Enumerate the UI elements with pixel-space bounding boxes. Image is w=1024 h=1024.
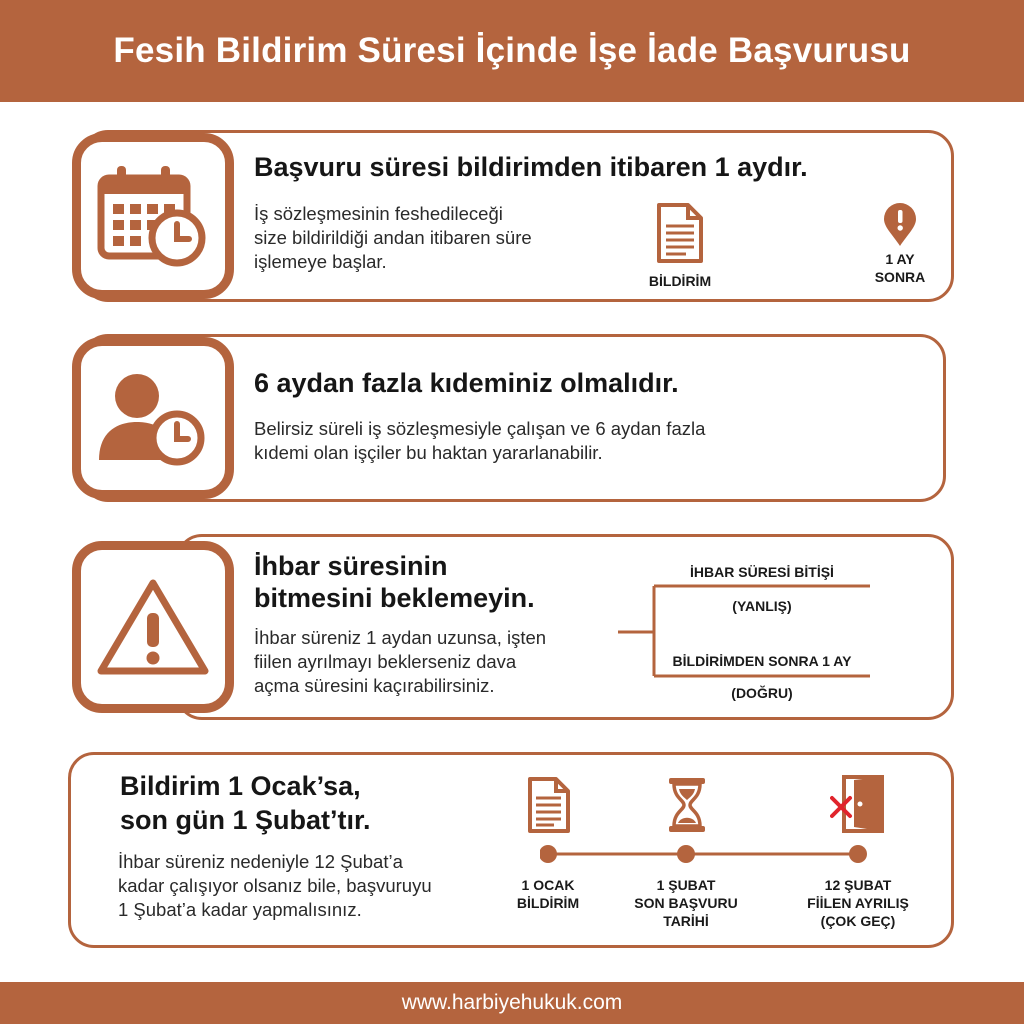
location-pin-alert-icon	[882, 202, 918, 248]
card2-icon-box	[72, 337, 234, 499]
timeline-label-3: 12 ŞUBAT FİİLEN AYRILIŞ (ÇOK GEÇ)	[807, 877, 909, 930]
document-icon	[527, 776, 571, 834]
card1-description: İş sözleşmesinin feshedileceği size bildirildiği andan itibaren süre işlemeye başlar.	[254, 203, 532, 273]
document-icon	[656, 202, 704, 264]
card3-icon-box	[72, 541, 234, 713]
card2-description: Belirsiz süreli iş sözleşmesiyle çalışan ve 6 aydan fazla kıdemi olan işçiler bu haktan yararlanabilir.	[254, 418, 706, 464]
card1-icon-box	[72, 133, 234, 299]
pin-label: 1 AY SONRA	[874, 251, 926, 286]
card2-title: 6 aydan fazla kıdeminiz olmalıdır.	[254, 368, 679, 398]
doc-label: BİLDİRİM	[648, 273, 712, 289]
timeline-label-2: 1 ŞUBAT SON BAŞVURU TARİHİ	[634, 877, 738, 930]
timeline-label-1: 1 OCAK BİLDİRİM	[516, 877, 580, 912]
website-link[interactable]: www.harbiyehukuk.com	[401, 991, 623, 1014]
calendar-clock-icon	[97, 164, 209, 268]
warning-icon	[95, 577, 211, 677]
hourglass-icon	[667, 776, 707, 834]
page-title: Fesih Bildirim Süresi İçinde İşe İade Başvurusu	[113, 31, 911, 70]
card3-title: İhbar süresinin bitmesini beklemeyin.	[254, 551, 535, 614]
header-banner	[0, 0, 1024, 102]
card1-title: Başvuru süresi bildirimden itibaren 1 aydır.	[254, 152, 808, 182]
branch-bottom-label: BİLDİRİMDEN SONRA 1 AY	[672, 653, 852, 669]
card4-description: İhbar süreniz nedeniyle 12 Şubat’a kadar çalışıyor olsanız bile, başvuruyu 1 Şubat’a kadar yapmalısınız.	[118, 851, 432, 921]
branch-bottom-tag: (DOĞRU)	[731, 685, 793, 701]
footer-bar	[0, 982, 1024, 1024]
card3-description: İhbar süreniz 1 aydan uzunsa, işten fiilen ayrılmayı beklerseniz dava açma süresini kaçırabilirsiniz.	[254, 627, 547, 697]
exit-door-x-icon	[830, 774, 886, 834]
branch-top-tag: (YANLIŞ)	[732, 598, 792, 614]
timeline-line	[540, 844, 870, 864]
person-clock-icon	[97, 368, 209, 468]
card4-title: Bildirim 1 Ocak’sa, son gün 1 Şubat’tır.	[120, 771, 371, 835]
branch-top-label: İHBAR SÜRESİ BİTİŞİ	[690, 564, 834, 580]
